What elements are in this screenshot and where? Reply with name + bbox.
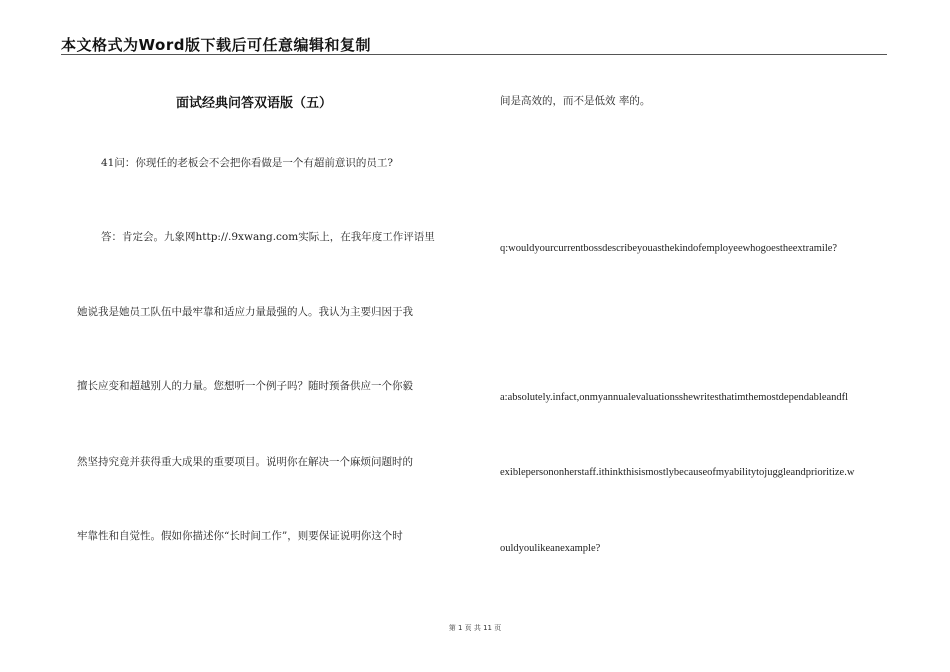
paragraph-line: 41问：你现任的老板会不会把你看做是一个有超前意识的员工? (101, 157, 393, 169)
paragraph-line: 她说我是她员工队伍中最牢靠和适应力量最强的人。我认为主要归因于我 (77, 306, 413, 318)
paragraph-line: 间是高效的，而不是低效 率的。 (500, 95, 651, 107)
paragraph-line: 擅长应变和超越别人的力量。您想听一个例子吗？随时预备供应一个你毅 (77, 380, 413, 392)
paragraph-line: 答：肯定会。九象网http://.9xwang.com实际上，在我年度工作评语里 (101, 231, 435, 243)
page-indicator: 第 1 页 共 11 页 (448, 624, 502, 632)
paragraph-line: exiblepersononherstaff.ithinkthisismostlybecauseofmyabilitytojuggleandprioritize.w (500, 467, 855, 478)
document-header-notice: 本文格式为Word版下载后可任意编辑和复制 (61, 36, 371, 54)
paragraph-line: 牢靠性和自觉性。假如你描述你“长时间工作”，则要保证说明你这个时 (77, 530, 403, 542)
header-divider (61, 54, 887, 55)
paragraph-line: 然坚持究竟并获得重大成果的重要项目。说明你在解决一个麻烦问题时的 (77, 456, 413, 468)
paragraph-line: ouldyoulikeanexample? (500, 543, 601, 554)
paragraph-line: q:wouldyourcurrentbossdescribeyouasthekindofemployeewhogoestheextramile? (500, 243, 838, 254)
paragraph-line: a:absolutely.infact,onmyannualevaluationsshewritesthatimthemostdependableandfl (500, 392, 849, 403)
document-title: 面试经典问答双语版（五） (176, 96, 333, 111)
